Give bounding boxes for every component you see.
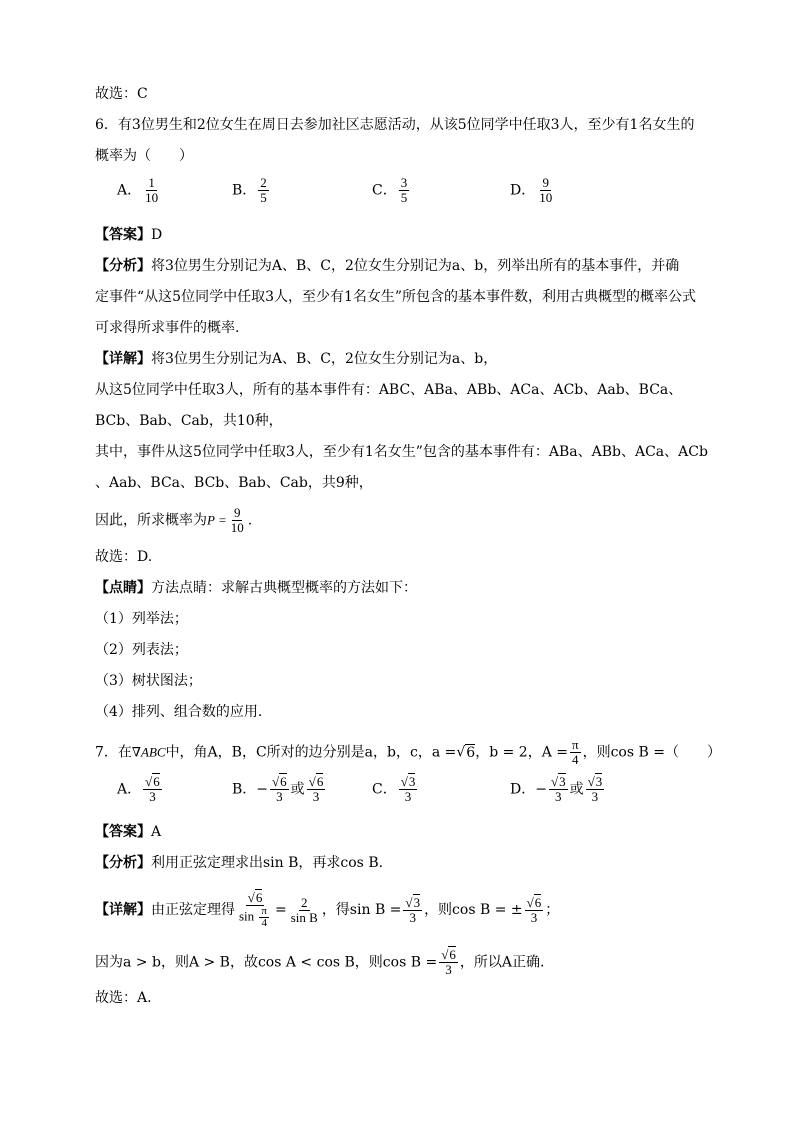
q6-option-b: B． $\frac{2}{5}$ bbox=[232, 175, 267, 205]
q6-method-1: （1）列举法； bbox=[95, 611, 188, 627]
q7-analysis: 【分析】利用正弦定理求出sin B，再求cos B. bbox=[95, 855, 384, 871]
q6-detail-line3: BCb、Bab、Cab，共10种， bbox=[95, 413, 283, 429]
q6-stem-line1: 6．有3位男生和2位女生在周日去参加社区志愿活动，从该5位同学中任取3人，至少有1名女生的 bbox=[95, 117, 695, 133]
q6-option-c: C． $\frac{3}{5}$ bbox=[372, 175, 408, 205]
q7-option-d: D．− $\frac{√3}{3}$ 或 $\frac{√3}{3}$ bbox=[510, 774, 603, 804]
q6-select: 故选：D. bbox=[95, 549, 153, 565]
q6-option-a: A． $\frac{1}{10}$ bbox=[117, 175, 159, 205]
q7-option-b: B．− $\frac{√6}{3}$ 或 $\frac{√6}{3}$ bbox=[232, 774, 324, 804]
q6-detail-line4: 其中，事件从这5位同学中任取3人，至少有1名女生”包含的基本事件有：ABa、ABb、ACa、ACb bbox=[95, 444, 708, 460]
q7-select: 故选：A. bbox=[95, 990, 152, 1006]
q6-answer: 【答案】D bbox=[95, 227, 163, 243]
q7-answer: 【答案】A bbox=[95, 824, 162, 840]
q6-detail-line5: 、Aab、BCa、BCb、Bab、Cab，共9种， bbox=[95, 475, 373, 491]
q6-analysis-line1: 【分析】将3位男生分别记为A、B、C，2位女生分别记为a、b，列举出所有的基本事件，并确 bbox=[95, 258, 680, 274]
q7-detail-line1: 【详解】由正弦定理得 √6 sin $\frac{\pi}{4}$ = $\frac{2}{\text{sin B}}$ ，得sin B = $\frac{√3}{3}$ ，则cos B = ± $\frac{√6}{3}$ ； bbox=[95, 890, 560, 929]
q6-method-4: （4）排列、组合数的应用. bbox=[95, 704, 263, 720]
q6-stem-line2: 概率为（ ） bbox=[95, 148, 193, 164]
q7-option-a: A． $\frac{√6}{3}$ bbox=[117, 774, 160, 804]
q6-method-2: （2）列表法； bbox=[95, 642, 188, 658]
q6-option-d: D． $\frac{9}{10}$ bbox=[510, 175, 553, 205]
q7-option-c: C． $\frac{√3}{3}$ bbox=[372, 774, 416, 804]
q6-tip: 【点睛】方法点睛：求解古典概型概率的方法如下： bbox=[95, 580, 417, 596]
q6-analysis-line2: 定事件“从这5位同学中任取3人，至少有1名女生”所包含的基本事件数，利用古典概型的概率公式 bbox=[95, 289, 697, 305]
previous-answer-line: 故选：C bbox=[95, 86, 148, 102]
q7-detail-line2: 因为a > b，则A > B，故cos A < cos B，则cos B = $\frac{√6}{3}$ ，所以A正确. bbox=[95, 947, 545, 977]
q6-detail-line6: 因此，所求概率为P = $\frac{9}{10}$ . bbox=[95, 505, 253, 535]
q6-analysis-line3: 可求得所求事件的概率. bbox=[95, 320, 240, 336]
q6-detail-line1: 【详解】将3位男生分别记为A、B、C，2位女生分别记为a、b， bbox=[95, 351, 498, 367]
q6-detail-line2: 从这5位同学中任取3人，所有的基本事件有：ABC、ABa、ABb、ACa、ACb、Aab、BCa、 bbox=[95, 382, 683, 398]
q7-stem: 7．在∇ABC中，角A，B，C所对的边分别是a，b，c，a =√6，b = 2，A = $\frac{\pi}{4}$ ，则cos B =（ ） bbox=[95, 737, 721, 767]
q6-method-3: （3）树状图法； bbox=[95, 673, 202, 689]
